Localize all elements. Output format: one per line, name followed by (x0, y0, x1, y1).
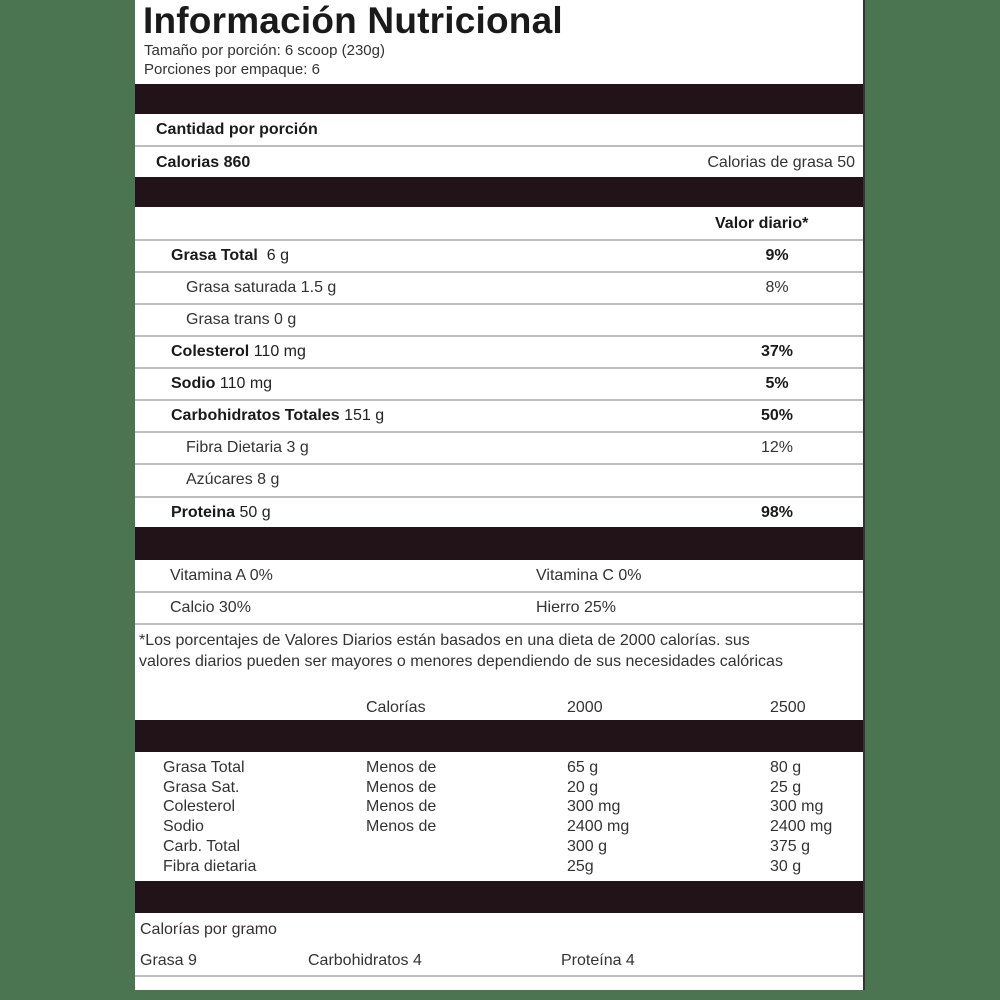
divider-line (135, 975, 863, 977)
nutrient-row-fiber (135, 432, 863, 464)
ref-cell: 25 g (770, 779, 802, 796)
divider-line (135, 591, 863, 593)
nutrient-amount: 6 g (266, 247, 289, 264)
amount-per-serving: Cantidad por porción (156, 121, 318, 138)
divider-line (135, 623, 863, 625)
nutrient-label: Carbohidratos Totales (171, 407, 340, 424)
nutrient-dv: 98% (760, 504, 794, 521)
serving-size: Tamaño por porción: 6 scoop (230g) (144, 42, 385, 59)
divider-bar (135, 177, 863, 207)
nutrient-dv: 8% (765, 279, 789, 296)
divider-bar (135, 720, 863, 752)
ref-cell: 80 g (770, 759, 802, 776)
nutrition-label (135, 0, 865, 990)
ref-cell: 375 g (770, 838, 811, 855)
ref-header-calories: Calorías (366, 699, 426, 716)
nutrient-dv: 37% (760, 343, 794, 360)
nutrient-dv: 50% (760, 407, 794, 424)
iron: Hierro 25% (536, 599, 617, 616)
nutrient-row-sugars (135, 464, 863, 496)
nutrient-row-saturated-fat (135, 272, 863, 304)
nutrient-row-total-carbs (135, 400, 863, 432)
ref-cell: Grasa Total (163, 759, 245, 776)
daily-value-header: Valor diario* (715, 215, 809, 232)
ref-cell: Menos de (366, 798, 437, 815)
ref-cell: Sodio (163, 818, 204, 835)
nutrient-row-cholesterol (135, 336, 863, 368)
ref-cell: Carb. Total (163, 838, 241, 855)
divider-line (135, 145, 863, 147)
nutrient-dv: 5% (765, 375, 789, 392)
nutrient-row-sodium (135, 368, 863, 400)
nutrient-amount: 151 g (344, 407, 385, 424)
nutrient-label: Colesterol (171, 343, 250, 360)
nutrient-row-protein (135, 497, 863, 529)
nutrient-label: Grasa trans 0 g (186, 311, 297, 328)
ref-cell: 30 g (770, 858, 802, 875)
nutrient-dv: 12% (760, 439, 794, 456)
ref-header-2500: 2500 (770, 699, 806, 716)
vitamin-c: Vitamina C 0% (536, 567, 642, 584)
divider-bar (135, 527, 863, 560)
ref-header-2000: 2000 (567, 699, 603, 716)
ref-cell: 300 mg (567, 798, 621, 815)
ref-cell: 25g (567, 858, 594, 875)
ref-cell: 20 g (567, 779, 599, 796)
nutrient-label: Azúcares 8 g (186, 471, 280, 488)
divider-bar (135, 881, 863, 913)
vitamin-a: Vitamina A 0% (170, 567, 273, 584)
ref-cell: 300 g (567, 838, 608, 855)
nutrient-row-total-fat (135, 240, 863, 272)
ref-cell: Menos de (366, 779, 437, 796)
calories-per-gram-title: Calorías por gramo (140, 921, 277, 938)
footnote-line-2: valores diarios pueden ser mayores o menores dependiendo de sus necesidades calóricas (139, 653, 783, 670)
calories-per-gram-protein: Proteína 4 (561, 952, 635, 969)
nutrient-amount: 110 mg (253, 343, 306, 360)
ref-cell: 2400 mg (770, 818, 833, 835)
ref-cell: Fibra dietaria (163, 858, 257, 875)
calories: Calorias 860 (156, 154, 251, 171)
calories-per-gram-carbs: Carbohidratos 4 (308, 952, 422, 969)
label-title: Información Nutricional (143, 0, 563, 41)
nutrient-label: Grasa saturada 1.5 g (186, 279, 337, 296)
calcium: Calcio 30% (170, 599, 251, 616)
nutrient-amount: 50 g (239, 504, 271, 521)
ref-cell: 300 mg (770, 798, 824, 815)
nutrient-label: Proteina (171, 504, 236, 521)
nutrient-amount: 110 mg (219, 375, 273, 392)
ref-cell: Grasa Sat. (163, 779, 240, 796)
ref-cell: Menos de (366, 818, 437, 835)
footnote-line-1: *Los porcentajes de Valores Diarios están basados en una dieta de 2000 calorías. sus (139, 632, 750, 649)
nutrient-label: Fibra Dietaria 3 g (186, 439, 309, 456)
calories-per-gram-fat: Grasa 9 (140, 952, 197, 969)
ref-cell: 2400 mg (567, 818, 630, 835)
calories-from-fat: Calorias de grasa 50 (707, 154, 855, 171)
divider-bar (135, 84, 863, 114)
nutrient-label: Sodio (171, 375, 216, 392)
nutrient-row-trans-fat (135, 304, 863, 336)
servings-per-container: Porciones por empaque: 6 (144, 61, 320, 78)
ref-cell: Colesterol (163, 798, 236, 815)
ref-cell: 65 g (567, 759, 599, 776)
nutrient-dv: 9% (765, 247, 789, 264)
nutrient-label: Grasa Total (171, 247, 258, 264)
ref-cell: Menos de (366, 759, 437, 776)
